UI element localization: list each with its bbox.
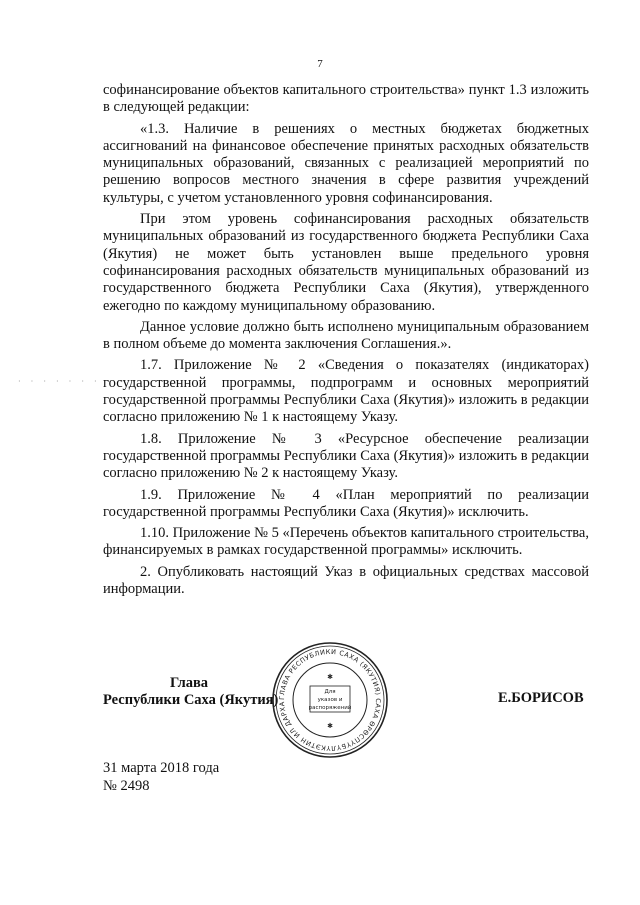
- seal-star-top-icon: ✱: [327, 673, 333, 681]
- paragraph: При этом уровень софинансирования расходных обязательств муниципальных образований из государственного бюджета Республики Саха (Якутия) не может быть установлен выше предельного уровня софинансирования расходных обязательств муниципальных образований из государственного бюджета Республики Саха (Якутия), утвержденного ежегодно по каждому муниципальному образованию.: [103, 211, 589, 314]
- document-date: 31 марта 2018 года: [103, 760, 220, 776]
- page-number: 7: [317, 58, 323, 70]
- official-seal: [270, 640, 390, 760]
- paragraph: 1.7. Приложение № 2 «Сведения о показателях (индикаторах) государственной программы, подпрограмм и основных мероприятий государственной программы Республики Саха (Якутия)» изложить в редакции согласно приложению № 1 к настоящему Указу.: [103, 357, 589, 426]
- margin-artifact: · · · · · · · · · ·: [18, 377, 139, 386]
- seal-center-line3: распоряжений: [308, 705, 352, 711]
- document-body: [103, 82, 589, 602]
- signatory-title: Глава: [170, 675, 209, 691]
- signatory-title-republic: Республики Саха (Якутия): [103, 692, 279, 708]
- seal-center-line1: Для: [324, 689, 336, 695]
- paragraph: «1.3. Наличие в решениях о местных бюджетах бюджетных ассигнований на финансовое обеспечение принятых расходных обязательств муниципальных образований, связанных с реализацией мероприятий по решению вопросов местного значения в сфере развития учреждений культуры, с учетом установленного уровня софинансирования.: [103, 120, 589, 206]
- document-number: № 2498: [103, 778, 150, 794]
- paragraph: 2. Опубликовать настоящий Указ в официальных средствах массовой информации.: [103, 563, 589, 598]
- paragraph: 1.10. Приложение № 5 «Перечень объектов капитального строительства, финансируемых в рамках государственной программы» исключить.: [103, 525, 589, 559]
- seal-center-line2: указов и: [317, 697, 343, 703]
- paragraph: 1.9. Приложение № 4 «План мероприятий по реализации государственной программы Республики Саха (Якутия)» исключить.: [103, 486, 589, 520]
- signatory-name: Е.БОРИСОВ: [498, 690, 584, 706]
- seal-outer-text: ГЛАВА РЕСПУБЛИКИ САХА (ЯКУТИЯ) САХА ӨРӨСПҮҮБҮЛҮКЭТИН ИЛ ДАРХА: [277, 647, 383, 753]
- seal-star-bottom-icon: ✱: [327, 722, 333, 730]
- paragraph: Данное условие должно быть исполнено муниципальным образованием в полном объеме до момента заключения Соглашения.».: [103, 318, 589, 353]
- paragraph: 1.8. Приложение № 3 «Ресурсное обеспечение реализации государственной программы Республики Саха (Якутия)» изложить в редакции согласно приложению № 2 к настоящему Указу.: [103, 430, 589, 482]
- paragraph: софинансирование объектов капитального строительства» пункт 1.3 изложить в следующей редакции:: [103, 82, 589, 116]
